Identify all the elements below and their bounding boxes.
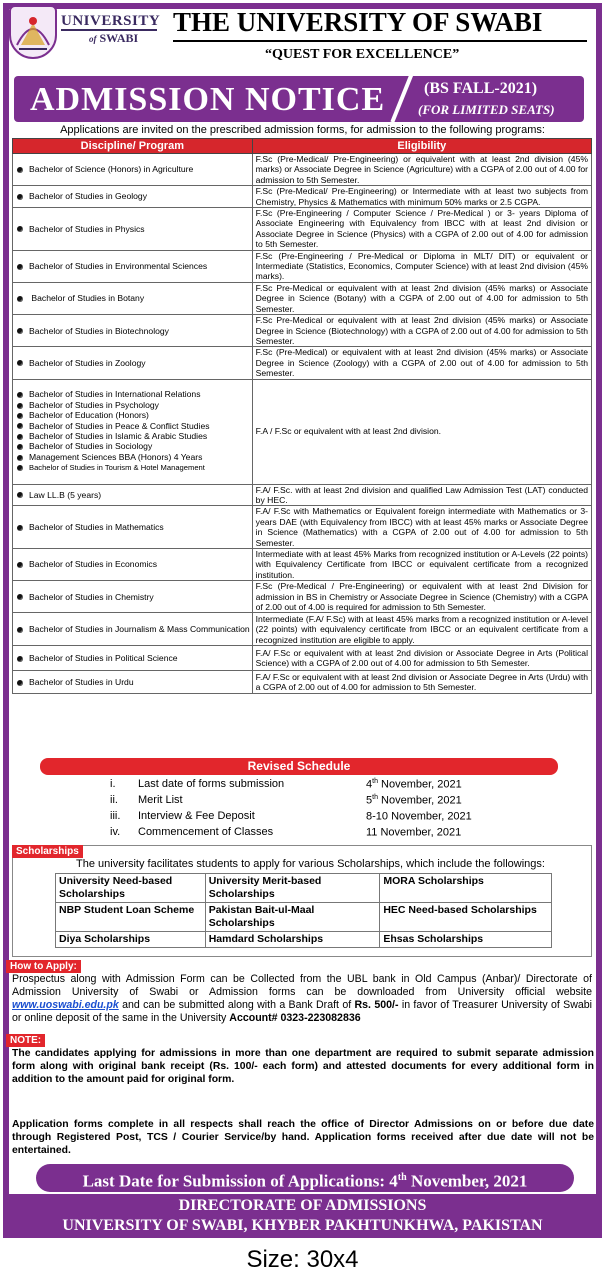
schedule-number: iii. bbox=[110, 810, 121, 822]
scholarship-row bbox=[56, 874, 552, 903]
how-to-apply-text bbox=[12, 973, 592, 1025]
program-cell bbox=[13, 250, 253, 282]
program-cell bbox=[13, 613, 253, 646]
bullet-icon bbox=[17, 465, 23, 471]
program-name bbox=[17, 191, 250, 201]
program-name bbox=[17, 326, 250, 336]
scholarship-item: Ehsas Scholarships bbox=[380, 932, 552, 948]
eligibility-cell: F.A/ F.Sc or equivalent with at least 2nd division or Associate Degree in Arts (Political Science) with a CGPA of 2.00 out of 4.00 for admission to 5th Semester. bbox=[252, 646, 591, 671]
bullet-icon bbox=[17, 680, 23, 686]
size-label: Size: 30x4 bbox=[246, 1246, 359, 1273]
bullet-icon bbox=[17, 194, 23, 200]
program-name bbox=[17, 400, 250, 410]
schedule-date-main: 8-10 November, 2021 bbox=[366, 810, 472, 823]
scholarship-item: University Merit-based Scholarships bbox=[205, 874, 380, 903]
programs-table-body bbox=[13, 154, 592, 694]
program-name bbox=[17, 261, 250, 271]
bullet-icon bbox=[17, 423, 23, 429]
program-label: Bachelor of Studies in Mathematics bbox=[29, 521, 164, 532]
program-label: Bachelor of Studies in Geology bbox=[29, 191, 147, 202]
program-name bbox=[17, 224, 250, 234]
university-motto: “QUEST FOR EXCELLENCE” bbox=[265, 47, 460, 62]
table-row bbox=[13, 208, 592, 251]
university-crest-icon bbox=[9, 5, 57, 59]
program-label: Bachelor of Studies in Journalism & Mass Communication bbox=[29, 624, 250, 635]
bullet-icon bbox=[17, 296, 23, 302]
eligibility-cell: F.Sc (Pre-Engineering / Computer Science / Pre-Medical ) or 3- years Diploma of Associate Engineering with Equivalency from IBCC with at least 2nd division or Associate Degree in Science (Physics) with a CGPA of 2.00 out of 4.00 for admission to 5th Semester. bbox=[252, 208, 591, 251]
bullet-icon bbox=[17, 594, 23, 600]
scholarship-item: Hamdard Scholarships bbox=[205, 932, 380, 948]
program-name bbox=[17, 653, 250, 663]
logo-swabi-word: SWABI bbox=[99, 31, 139, 45]
schedule-item bbox=[110, 810, 530, 826]
program-name bbox=[17, 677, 250, 687]
schedule-date bbox=[366, 810, 472, 823]
program-cell bbox=[13, 208, 253, 251]
eligibility-cell: F.Sc (Pre-Medical) or equivalent with at least 2nd division (45% marks) or Associate Degree in Science (Zoology) with a CGPA of 2.00 out of 4.00 for admission to 5th Semester. bbox=[252, 347, 591, 379]
last-date-suffix: November, 2021 bbox=[406, 1171, 528, 1191]
table-row bbox=[13, 315, 592, 347]
last-date-banner bbox=[36, 1164, 574, 1192]
bullet-icon bbox=[17, 444, 23, 450]
how-to-apply-part-1: Prospectus along with Admission Form can be Collected from the UBL bank in Old Campus (Anbar)/ Directorate of Admission University of Swabi or Admission forms can be downloaded from University official website bbox=[12, 973, 592, 998]
eligibility-cell: F.Sc Pre-Medical or equivalent with at least 2nd division (45% marks) or Associate Degree in Science (Botany) with a CGPA of 2.00 out of 4.00 for admission to 5th Semester. bbox=[252, 282, 591, 314]
bullet-icon bbox=[17, 492, 23, 498]
program-label: Bachelor of Studies in International Relations bbox=[29, 389, 201, 400]
schedule-list bbox=[110, 778, 530, 842]
schedule-date-sup: th bbox=[372, 794, 378, 801]
revised-schedule-title: Revised Schedule bbox=[40, 758, 558, 775]
scholarship-item: NBP Student Loan Scheme bbox=[56, 903, 206, 932]
schedule-date bbox=[366, 778, 462, 791]
program-label: Bachelor of Studies in Peace & Conflict Studies bbox=[29, 420, 210, 431]
schedule-date-main: 4 bbox=[366, 778, 373, 791]
bullet-icon bbox=[17, 360, 23, 366]
schedule-date-main: 11 November, 2021 bbox=[366, 826, 462, 839]
bullet-icon bbox=[17, 226, 23, 232]
program-name bbox=[17, 522, 250, 532]
note-text-2: Application forms complete in all respects shall reach the office of Director Admissions on or before due date through Registered Post, TCS / Courier Service/by hand. Application forms received after due date will not be entertained. bbox=[12, 1119, 594, 1156]
program-name bbox=[17, 164, 250, 174]
table-row bbox=[13, 548, 592, 580]
scholarship-item: MORA Scholarships bbox=[380, 874, 552, 903]
program-label: Bachelor of Studies in Islamic & Arabic Studies bbox=[29, 431, 208, 442]
bullet-icon bbox=[17, 167, 23, 173]
schedule-number: ii. bbox=[110, 794, 118, 806]
program-cell bbox=[13, 548, 253, 580]
program-cell bbox=[13, 282, 253, 314]
bullet-icon bbox=[17, 562, 23, 568]
eligibility-cell: Intermediate with at least 45% Marks from recognized institution or A-Levels (22 points) with Equivalency Certificate from IBCC or equivalent certificate from a recognized institution. bbox=[252, 548, 591, 580]
table-row bbox=[13, 646, 592, 671]
eligibility-cell: Intermediate (F.A/ F.Sc) with at least 45% marks from a recognized institution or A-level (22 points) with equivalency certificate from IBCC or an equivalent certificate from a recognized institution are eligible to apply. bbox=[252, 613, 591, 646]
limited-seats-label: (FOR LIMITED SEATS) bbox=[418, 102, 555, 117]
bullet-icon bbox=[17, 434, 23, 440]
program-label: Bachelor of Education (Honors) bbox=[29, 410, 149, 421]
last-date-sup: th bbox=[397, 1172, 407, 1183]
bullet-icon bbox=[17, 413, 23, 419]
schedule-item bbox=[110, 794, 530, 810]
header bbox=[3, 3, 590, 78]
table-row bbox=[13, 506, 592, 549]
program-cell bbox=[13, 646, 253, 671]
program-name bbox=[17, 559, 250, 569]
table-row bbox=[13, 250, 592, 282]
last-date-prefix: Last Date for Submission of Applications: 4 bbox=[82, 1171, 398, 1191]
eligibility-cell: F.A/ F.Sc with Mathematics or Equivalent foreign intermediate with Mathematics or 3-years DAE (with Equivalency from IBCC) with at least 45% marks or Associate Degree in Science (Mathematics) with a CGPA of 2.00 out of 4.00 for admission to 5th Semester. bbox=[252, 506, 591, 549]
schedule-number: i. bbox=[110, 778, 116, 790]
bullet-icon bbox=[17, 455, 23, 461]
schedule-number: iv. bbox=[110, 826, 121, 838]
eligibility-cell: F.A/ F.Sc or equivalent with at least 2nd division or Associate Degree in Arts (Urdu) with a CGPA of 2.00 out of 4.00 for admission to 5th Semester. bbox=[252, 671, 591, 694]
programs-table-header bbox=[13, 139, 592, 154]
scholarships-tag: Scholarships bbox=[12, 845, 83, 858]
directorate-line-2: UNIVERSITY OF SWABI, KHYBER PAKHTUNKHWA, PAKISTAN bbox=[62, 1217, 543, 1234]
scholarships-table bbox=[55, 873, 552, 948]
program-cell bbox=[13, 506, 253, 549]
logo-of-text: of bbox=[89, 34, 97, 44]
program-cell bbox=[13, 315, 253, 347]
table-row bbox=[13, 347, 592, 379]
bullet-icon bbox=[17, 392, 23, 398]
note-text-1: The candidates applying for admissions in more than one department are required to submit separate admission form along with original bank receipt (Rs. 100/- each form) and attested documents for every additional form in addition to the amount paid for original form. bbox=[12, 1048, 594, 1085]
schedule-label: Merit List bbox=[138, 794, 183, 806]
admission-notice-title: ADMISSION NOTICE bbox=[30, 81, 386, 118]
program-label: Bachelor of Studies in Sociology bbox=[29, 441, 153, 452]
program-name bbox=[17, 293, 250, 303]
program-name bbox=[17, 592, 250, 602]
schedule-date-rest: November, 2021 bbox=[377, 778, 462, 791]
how-to-apply-part-2: and can be submitted along with a Bank Draft of bbox=[118, 999, 355, 1011]
program-cell bbox=[13, 347, 253, 379]
university-logo bbox=[9, 5, 161, 61]
session-label: (BS FALL-2021) bbox=[424, 80, 538, 97]
program-label: Bachelor of Studies in Psychology bbox=[29, 399, 159, 410]
bullet-icon bbox=[17, 328, 23, 334]
note-tag: NOTE: bbox=[6, 1034, 45, 1047]
schedule-label: Commencement of Classes bbox=[138, 826, 274, 838]
title-underline bbox=[173, 40, 587, 42]
table-row bbox=[13, 282, 592, 314]
program-name bbox=[17, 421, 250, 431]
program-name bbox=[17, 462, 250, 473]
program-name bbox=[17, 624, 250, 634]
program-name bbox=[17, 358, 250, 368]
schedule-date bbox=[366, 826, 461, 839]
scholarship-row bbox=[56, 903, 552, 932]
eligibility-cell: F.A/ F.Sc. with at least 2nd division and qualified Law Admission Test (LAT) conducted by HEC. bbox=[252, 484, 591, 506]
scholarship-item: University Need-based Scholarships bbox=[56, 874, 206, 903]
program-name bbox=[17, 490, 250, 500]
program-label: Bachelor of Studies in Urdu bbox=[29, 677, 134, 688]
eligibility-cell: F.Sc (Pre-Medical / Pre-Engineering) or equivalent with at least 2nd Division for admission in BS in Chemistry or Associate Degree in Science (Chemistry) with a CGPA of 2.00 out of 4.00 is required for admission to 5th Semester. bbox=[252, 581, 591, 613]
program-cell bbox=[13, 581, 253, 613]
eligibility-cell: F.A / F.Sc or equivalent with at least 2nd division. bbox=[252, 379, 591, 484]
programs-table bbox=[12, 138, 592, 694]
eligibility-cell: F.Sc (Pre-Medical/ Pre-Engineering) or Intermediate with at least two subjects from Chemistry, Physics & Mathematics with minimum 50% marks or 2.5 CGPA. bbox=[252, 186, 591, 208]
schedule-label: Interview & Fee Deposit bbox=[138, 810, 255, 822]
logo-swabi-text bbox=[89, 31, 138, 46]
program-name bbox=[17, 452, 250, 462]
program-cell bbox=[13, 154, 253, 186]
program-label: Bachelor of Studies in Physics bbox=[29, 223, 145, 234]
schedule-item bbox=[110, 826, 530, 842]
program-label: Bachelor of Studies in Political Science bbox=[29, 653, 178, 664]
table-row bbox=[13, 671, 592, 694]
table-row bbox=[13, 154, 592, 186]
eligibility-header: Eligibility bbox=[252, 139, 591, 154]
table-row bbox=[13, 484, 592, 506]
schedule-item bbox=[110, 778, 530, 794]
table-row bbox=[13, 379, 592, 484]
program-label: Bachelor of Studies in Chemistry bbox=[29, 591, 154, 602]
schedule-date-sup: th bbox=[372, 778, 378, 785]
how-to-apply-tag: How to Apply: bbox=[6, 960, 81, 973]
table-row bbox=[13, 613, 592, 646]
scholarship-item: HEC Need-based Scholarships bbox=[380, 903, 552, 932]
bullet-icon bbox=[17, 525, 23, 531]
program-cell bbox=[13, 186, 253, 208]
eligibility-cell: F.Sc (Pre-Medical/ Pre-Engineering) or equivalent with at least 2nd division (45% marks) or Associate Degree in Science (Agriculture) with a CGPA of 2.00 out of 4.00 for admission to 5th Semester. bbox=[252, 154, 591, 186]
scholarships-intro: The university facilitates students to apply for various Scholarships, which include the followings: bbox=[76, 858, 545, 870]
account-number: Account# 0323-223082836 bbox=[229, 1012, 361, 1024]
program-name bbox=[17, 431, 250, 441]
schedule-date-main: 5 bbox=[366, 794, 373, 807]
directorate-footer bbox=[9, 1194, 596, 1238]
intro-text: Applications are invited on the prescribed admission forms, for admission to the following programs: bbox=[60, 124, 545, 136]
table-row bbox=[13, 581, 592, 613]
program-label: Law LL.B (5 years) bbox=[29, 489, 102, 500]
how-to-apply-part-3: in favor of Treasurer University of Swabi or online deposit of the same in the University bbox=[12, 999, 593, 1024]
scholarship-row bbox=[56, 932, 552, 948]
table-row bbox=[13, 186, 592, 208]
bank-draft-amount: Rs. 500/- bbox=[354, 999, 399, 1011]
discipline-header: Discipline/ Program bbox=[13, 139, 253, 154]
program-label: Bachelor of Studies in Zoology bbox=[29, 357, 146, 368]
program-name bbox=[17, 389, 250, 399]
website-link[interactable]: www.uoswabi.edu.pk bbox=[12, 999, 119, 1011]
program-label: Bachelor of Studies in Botany bbox=[29, 293, 145, 304]
program-label: Bachelor of Studies in Economics bbox=[29, 559, 158, 570]
schedule-date-rest: November, 2021 bbox=[377, 794, 462, 807]
eligibility-cell: F.Sc (Pre-Engineering / Pre-Medical or Diploma in MLT/ DIT) or equivalent or Intermediate (Statistics, Economics, Computer Science) with at least 2nd division (45% marks). bbox=[252, 250, 591, 282]
program-label: Bachelor of Studies in Tourism & Hotel Management bbox=[29, 463, 205, 473]
scholarship-item: Pakistan Bait-ul-Maal Scholarships bbox=[205, 903, 380, 932]
schedule-date bbox=[366, 794, 462, 807]
directorate-line-1: DIRECTORATE OF ADMISSIONS bbox=[178, 1197, 427, 1214]
schedule-label: Last date of forms submission bbox=[138, 778, 285, 790]
program-label: Bachelor of Science (Honors) in Agriculture bbox=[29, 164, 194, 175]
program-name bbox=[17, 441, 250, 451]
bullet-icon bbox=[17, 627, 23, 633]
program-label: Bachelor of Studies in Biotechnology bbox=[29, 325, 169, 336]
scholarship-item: Diya Scholarships bbox=[56, 932, 206, 948]
bullet-icon bbox=[17, 403, 23, 409]
bullet-icon bbox=[17, 656, 23, 662]
bullet-icon bbox=[17, 264, 23, 270]
program-cell bbox=[13, 484, 253, 506]
program-label: Management Sciences BBA (Honors) 4 Years bbox=[29, 451, 203, 462]
program-label: Bachelor of Studies in Environmental Sciences bbox=[29, 261, 208, 272]
program-name bbox=[17, 410, 250, 420]
program-cell bbox=[13, 671, 253, 694]
eligibility-cell: F.Sc Pre-Medical or equivalent with at least 2nd division (45% marks) or Associate Degree in Science (Biotechnology) with a CGPA of 2.00 out of 4.00 for admission to 5th Semester. bbox=[252, 315, 591, 347]
logo-university-text: UNIVERSITY bbox=[61, 13, 161, 29]
program-cell bbox=[13, 379, 253, 484]
university-title: THE UNIVERSITY OF SWABI bbox=[173, 7, 543, 37]
